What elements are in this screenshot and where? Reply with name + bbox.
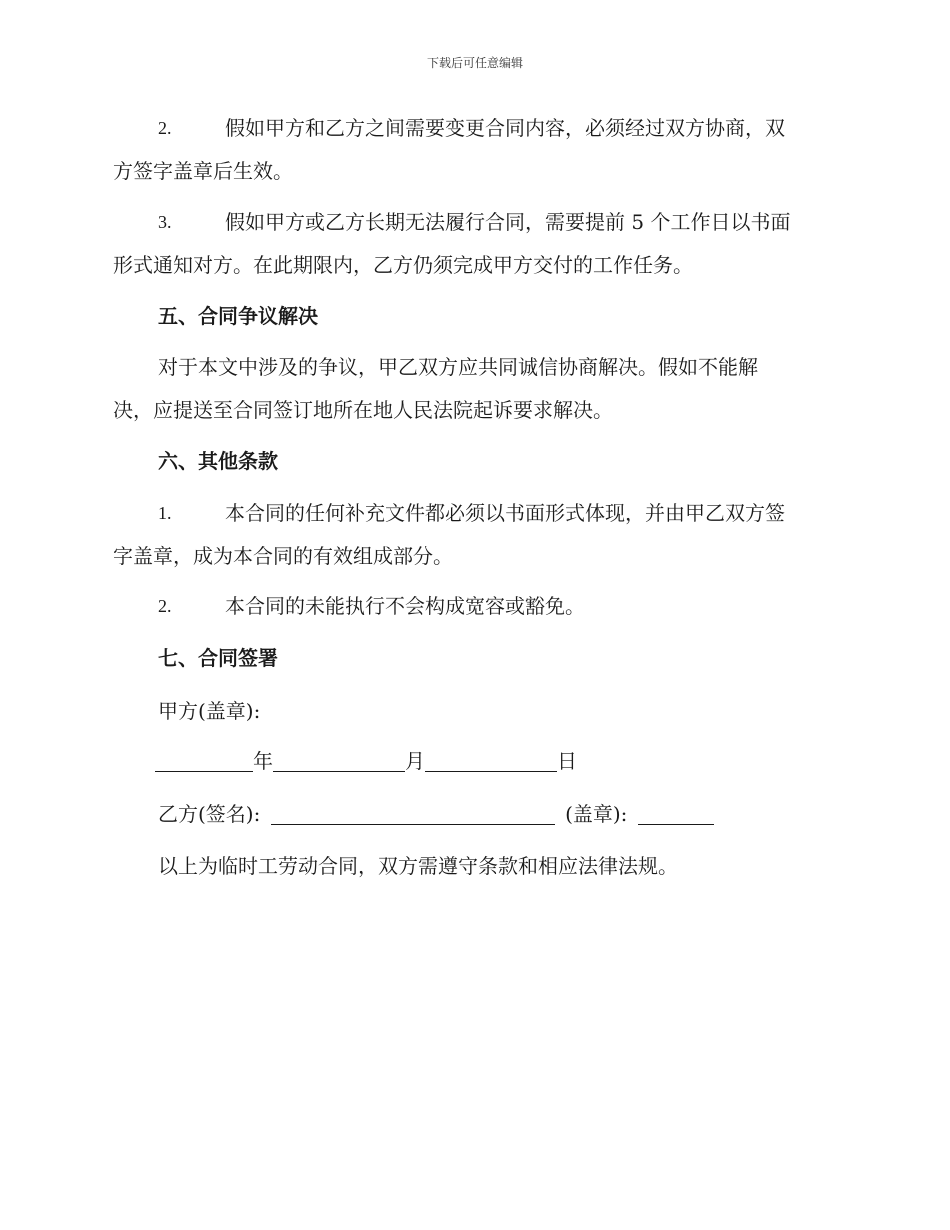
party-b-label: 乙方(签名):	[158, 802, 261, 826]
year-label: 年	[253, 749, 273, 773]
party-b-line	[158, 800, 714, 828]
paragraph-line: 假如甲方或乙方长期无法履行合同，需要提前 5 个工作日以书面	[225, 210, 791, 234]
section-heading: 六、其他条款	[158, 449, 278, 473]
paragraph-line: 形式通知对方。在此期限内，乙方仍须完成甲方交付的工作任务。	[113, 253, 693, 277]
paragraph-line: 本合同的任何补充文件都必须以书面形式体现，并由甲乙双方签	[225, 501, 785, 525]
section-heading: 五、合同争议解决	[158, 304, 318, 328]
item-number: 1.	[158, 503, 172, 523]
item-number: 2.	[158, 596, 172, 616]
month-label: 月	[405, 749, 425, 773]
date-line	[155, 747, 577, 775]
day-blank	[425, 751, 557, 772]
seal-label: (盖章):	[565, 802, 628, 826]
signature-blank	[271, 804, 555, 825]
paragraph-line: 决，应提送至合同签订地所在地人民法院起诉要求解决。	[113, 398, 613, 422]
month-blank	[273, 751, 405, 772]
closing-statement: 以上为临时工劳动合同，双方需遵守条款和相应法律法规。	[158, 854, 678, 878]
paragraph-line: 假如甲方和乙方之间需要变更合同内容，必须经过双方协商，双	[225, 116, 785, 140]
section-heading: 七、合同签署	[158, 646, 278, 670]
year-blank	[155, 751, 253, 772]
paragraph-line: 方签字盖章后生效。	[113, 159, 293, 183]
day-label: 日	[557, 749, 577, 773]
paragraph-line: 对于本文中涉及的争议，甲乙双方应共同诚信协商解决。假如不能解	[158, 355, 758, 379]
paragraph-line: 字盖章，成为本合同的有效组成部分。	[113, 544, 453, 568]
page-header-note: 下载后可任意编辑	[426, 56, 523, 70]
item-number: 3.	[158, 212, 172, 232]
seal-blank	[638, 804, 714, 825]
item-number: 2.	[158, 118, 172, 138]
paragraph-line: 本合同的未能执行不会构成宽容或豁免。	[225, 594, 585, 618]
party-a-label: 甲方(盖章):	[158, 699, 261, 723]
